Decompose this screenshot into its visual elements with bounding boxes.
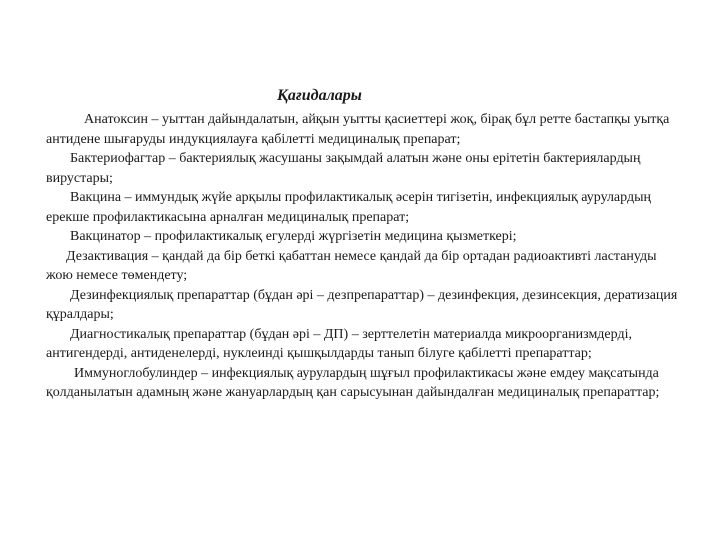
paragraph-vaccine [46,188,686,227]
paragraph-text: Вакцинатор – профилактикалық егулерді жүргізетін медицина қызметкері; [70,229,517,244]
paragraph-text: Диагностикалық препараттар (бұдан әрі – ДП) – зерттелетін материалда микроорганизмдерді, антигендерді, антиденелерді, нуклеинді қышқылдарды танып білуге қабілетті препараттар; [46,326,632,361]
paragraph-text: Бактериофагтар – бактериялық жасушаны зақымдай алатын және оны ерітетін бактериялардың вирустары; [46,151,641,186]
document-body [46,110,686,403]
document-title: Қағидалары [277,87,362,104]
paragraph-text: Анатоксин – уыттан дайындалатын, айқын уытты қасиеттері жоқ, бірақ бұл ретте бастапқы уытқа антидене шығаруды индукциялауға қабілетті медициналық препарат; [46,112,670,147]
paragraph-anatoxin [46,110,686,149]
paragraph-disinfectants [46,286,686,325]
paragraph-diagnostics [46,325,686,364]
paragraph-decontamination [46,247,686,286]
paragraph-bacteriophages [46,149,686,188]
paragraph-text: Дезинфекциялық препараттар (бұдан әрі – дезпрепараттар) – дезинфекция, дезинсекция, дератизация құралдары; [46,287,678,322]
paragraph-text: Вакцина – иммундық жүйе арқылы профилактикалық әсерін тигізетін, инфекциялық аурулардың ерекше профилактикасына арналған медициналық препарат; [46,190,651,225]
paragraph-vaccinator [46,227,686,247]
paragraph-text: Иммуноглобулиндер – инфекциялық аурулардың шұғыл профилактикасы және емдеу мақсатында қолданылатын адамның және жануарлардың қан сарысуынан дайындалған медициналық препараттар; [46,365,660,400]
paragraph-immunoglobulins [46,364,686,403]
paragraph-text: Дезактивация – қандай да бір беткі қабаттан немесе қандай да бір ортадан радиоактивті ластануды жою немесе төмендету; [46,248,657,283]
